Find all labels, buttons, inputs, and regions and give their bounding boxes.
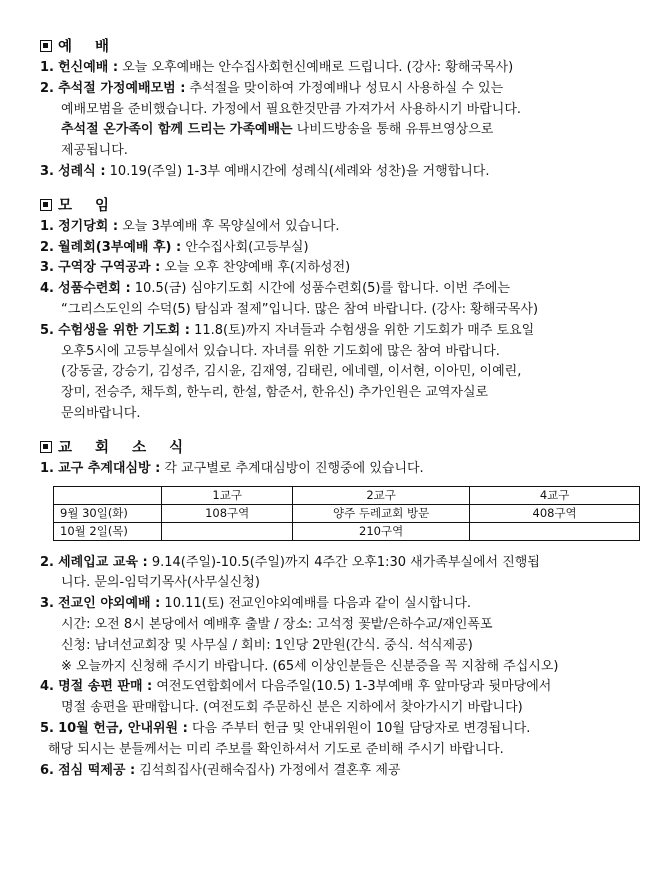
worship-item-2-cont: 예배모범을 준비했습니다. 가정에서 필요한것만큼 가져가서 사용하시기 바랍니다. — [61, 101, 522, 117]
table-header-cell: 1교구 — [162, 486, 293, 504]
table-header-cell: 2교구 — [293, 486, 470, 504]
worship-item-2-last: 제공됩니다. — [61, 143, 128, 159]
table-cell: 210구역 — [293, 522, 470, 540]
meeting-heading: 모 임 — [40, 195, 640, 217]
meeting-item-5-cont-3: 장미, 전승주, 채두희, 한누리, 한설, 함준서, 한유신) 추가인원은 교역자실로 — [61, 385, 489, 401]
table-cell: 408구역 — [470, 504, 640, 522]
meeting-section — [40, 195, 640, 425]
meeting-item-5: 5. 수험생을 위한 기도회 : 11.8(토)까지 자녀들과 수험생을 위한 기도회가 매주 토요일 — [40, 322, 535, 338]
news-item-4-cont: 명절 송편을 판매합니다. (여전도회 주문하신 분은 지하에서 찾아가시기 바랍니다) — [61, 700, 523, 716]
news-item-3-cont-2: 신청: 남녀선교회장 및 사무실 / 회비: 1인당 2만원(간식. 중식. 석식제공) — [61, 637, 473, 653]
table-cell: 108구역 — [162, 504, 293, 522]
table-cell — [162, 522, 293, 540]
news-item-2-cont: 니다. 문의-임덕기목사(사무실신청) — [61, 575, 260, 591]
news-item-3-cont-3: ※ 오늘까지 신청해 주시기 바랍니다. (65세 이상인분들은 신분증을 꼭 지참해 주십시오) — [61, 658, 559, 674]
square-bullet-icon — [40, 199, 52, 211]
table-cell: 9월 30일(화) — [54, 504, 162, 522]
meeting-item-4: 4. 성품수련회 : 10.5(금) 심야기도회 시간에 성품수련회(5)를 합니다. 이번 주에는 — [40, 281, 511, 297]
meeting-item-3: 3. 구역장 구역공과 : 오늘 오후 찬양예배 후(지하성전) — [40, 260, 351, 276]
table-header-row — [54, 486, 640, 504]
square-bullet-icon — [40, 441, 52, 453]
news-item-3: 3. 전교인 야외예배 : 10.11(토) 전교인야외예배를 다음과 같이 실시합니다. — [40, 596, 472, 612]
news-item-4: 4. 명절 송편 판매 : 여전도연합회에서 다음주일(10.5) 1-3부예배 후 앞마당과 뒷마당에서 — [40, 679, 552, 695]
table-cell: 양주 두레교회 방문 — [293, 504, 470, 522]
meeting-item-1: 1. 정기당회 : 오늘 3부예배 후 목양실에서 있습니다. — [40, 218, 340, 234]
worship-item-2: 2. 추석절 가정예배모범 : 추석절을 맞이하여 가정예배나 성묘시 사용하실 수 있는 — [40, 80, 504, 96]
news-item-5: 5. 10월 헌금, 안내위원 : 다음 주부터 헌금 및 안내위원이 10월 담당자로 변경됩니다. — [40, 720, 531, 736]
meeting-item-5-cont-4: 문의바랍니다. — [61, 405, 141, 421]
news-item-1: 1. 교구 추계대심방 : 각 교구별로 추계대심방이 진행중에 있습니다. — [40, 460, 424, 476]
news-section — [40, 437, 640, 782]
worship-item-1: 1. 헌신예배 : 오늘 오후예배는 안수집사회헌신예배로 드립니다. (강사: 황해국목사) — [40, 60, 514, 75]
table-header-cell: 4교구 — [470, 486, 640, 504]
meeting-item-5-cont-2: (강동굴, 강승기, 김성주, 김시윤, 김재영, 김태린, 에네렐, 이서현, 이아민, 이예린, — [61, 364, 522, 380]
worship-heading: 예 배 — [40, 36, 640, 58]
bulletin-document — [40, 36, 640, 793]
table-row — [54, 522, 640, 540]
worship-section — [40, 36, 640, 183]
meeting-item-5-cont-1: 오후5시에 고등부실에서 있습니다. 자녀를 위한 기도회에 많은 참여 바랍니다. — [61, 343, 500, 359]
news-item-2: 2. 세례입교 교육 : 9.14(주일)-10.5(주일)까지 4주간 오후1:30 새가족부실에서 진행됩 — [40, 554, 540, 570]
table-cell — [54, 486, 162, 504]
worship-item-2-family: 추석절 온가족이 함께 드리는 가족예배는 나비드방송을 통해 유튜브영상으로 — [61, 122, 494, 138]
meeting-item-2: 2. 월례회(3부예배 후) : 안수집사회(고등부실) — [40, 239, 309, 255]
visitation-table — [53, 486, 640, 541]
news-item-5-cont: 해당 되시는 분들께서는 미리 주보를 확인하셔서 기도로 준비해 주시기 바랍니다. — [48, 741, 504, 757]
table-row — [54, 504, 640, 522]
worship-item-3: 3. 성례식 : 10.19(주일) 1-3부 예배시간에 성례식(세례와 성찬)을 거행합니다. — [40, 163, 490, 179]
table-cell: 10월 2일(목) — [54, 522, 162, 540]
news-heading: 교 회 소 식 — [40, 437, 640, 459]
news-item-3-cont-1: 시간: 오전 8시 본당에서 예배후 출발 / 장소: 고석정 꽃밭/은하수교/재인폭포 — [61, 616, 493, 632]
square-bullet-icon — [40, 40, 52, 52]
news-item-6: 6. 점심 떡제공 : 김석희집사(권해숙집사) 가정에서 결혼후 제공 — [40, 762, 401, 778]
table-cell — [470, 522, 640, 540]
meeting-item-4-cont: “그리스도인의 수덕(5) 탐심과 절제”입니다. 많은 참여 바랍니다. (강사: 황해국목사) — [61, 301, 539, 317]
